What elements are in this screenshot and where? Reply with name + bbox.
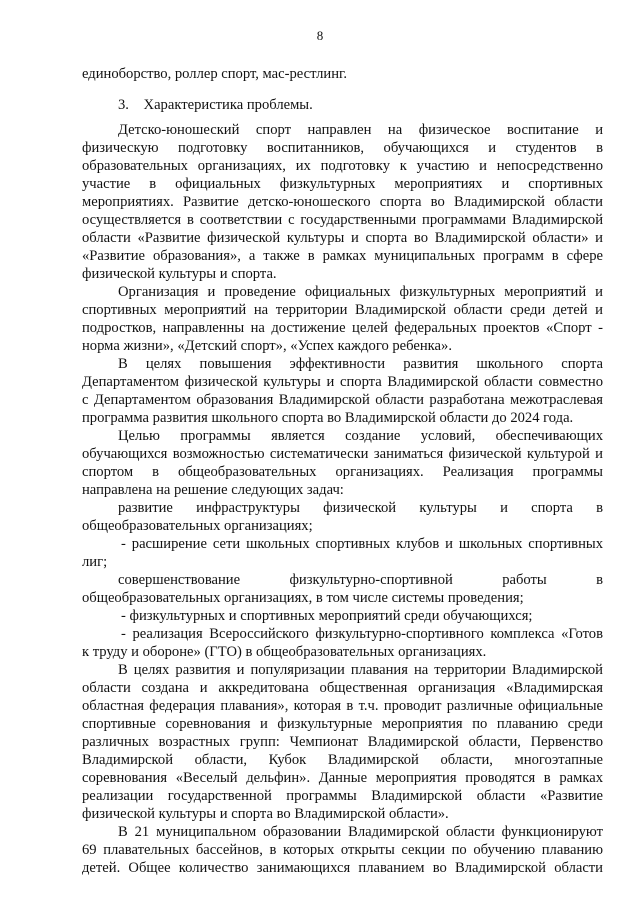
text-line: В целях развития и популяризации плавания на территории Владимирской (118, 662, 603, 678)
text-line: общеобразовательных организациях; (82, 518, 313, 534)
text-line: образовательных организациях, их подготовку к участию и непосредственно (82, 158, 603, 174)
text-line: реализации государственной программы Владимирской области «Развитие (82, 788, 603, 804)
text-line: совершенствование физкультурно-спортивной работы в (118, 572, 603, 588)
text-line: Департаментом физической культуры и спорта Владимирской области совместно (82, 374, 603, 390)
text-line: развитие инфраструктуры физической культуры и спорта в (118, 500, 603, 516)
text-line: физическую подготовку воспитанников, обучающихся и студентов в (82, 140, 603, 156)
text-line: Целью программы является создание условий, обеспечивающих (118, 428, 603, 444)
text-line: участие в официальных физкультурных мероприятиях и спортивных (82, 176, 603, 192)
text-line: направлена на решение следующих задач: (82, 482, 344, 498)
text-line: 69 плавательных бассейнов, в которых открыты секции по обучению плаванию (82, 842, 603, 858)
text-line: области создана и аккредитована общественная организация «Владимирская (82, 680, 603, 696)
text-line: области «Развитие физической культуры и спорта во Владимирской области» и (82, 230, 603, 246)
text-line: обучающихся возможностью систематически заниматься физической культурой и (82, 446, 603, 462)
text-line: Владимирской области, Кубок Владимирской области, многоэтапные (82, 752, 603, 768)
text-line: В целях повышения эффективности развития школьного спорта (118, 356, 603, 372)
text-line: с Департаментом образования Владимирской области разработана межотраслевая (82, 392, 603, 408)
text-line: норма жизни», «Детский спорт», «Успех каждого ребенка». (82, 338, 452, 354)
text-line: осуществляется в соответствии с государственными программами Владимирской (82, 212, 603, 228)
text-line: физической культуры и спорта. (82, 266, 277, 282)
text-line: единоборство, роллер спорт, мас-рестлинг. (82, 66, 348, 82)
text-line: - физкультурных и спортивных мероприятий среди обучающихся; (121, 608, 533, 624)
text-line: «Развитие образования», а также в рамках муниципальных программ в сфере (82, 248, 603, 264)
text-line: лиг; (82, 554, 108, 570)
text-line: физической культуры и спорта во Владимирской области». (82, 806, 449, 822)
text-line: мероприятиях. Развитие детско-юношеского спорта во Владимирской области (82, 194, 603, 210)
text-line: - расширение сети школьных спортивных клубов и школьных спортивных (121, 536, 603, 552)
text-line: спортивные соревнования и физкультурные мероприятия по плаванию среди (82, 716, 603, 732)
text-line: общеобразовательных организациях, в том числе системы проведения; (82, 590, 524, 606)
text-line: детей. Общее количество занимающихся плаванием во Владимирской области (82, 860, 603, 876)
text-line: В 21 муниципальном образовании Владимирской области функционируют (118, 824, 603, 840)
text-line: областная федерация плавания», которая в т.ч. проводит различные официальные (82, 698, 603, 714)
text-line: спортивных мероприятий на территории Владимирской области среди детей и (82, 302, 603, 318)
page-number: 8 (316, 28, 324, 43)
text-line: программа развития школьного спорта во Владимирской области до 2024 года. (82, 410, 574, 426)
text-line: 3. Характеристика проблемы. (118, 97, 313, 113)
text-line: Детско-юношеский спорт направлен на физическое воспитание и (118, 122, 603, 138)
text-line: подростков, направленны на достижение целей федеральных проектов «Спорт - (82, 320, 603, 336)
text-line: спортом в общеобразовательных организациях. Реализация программы (82, 464, 603, 480)
text-line: - реализация Всероссийского физкультурно-спортивного комплекса «Готов (121, 626, 603, 642)
text-line: к труду и обороне» (ГТО) в общеобразовательных организациях. (82, 644, 487, 660)
text-line: различных возрастных групп: Чемпионат Владимирской области, Первенство (82, 734, 603, 750)
text-line: Организация и проведение официальных физкультурных мероприятий и (118, 284, 603, 300)
text-line: соревнования «Веселый дельфин». Данные мероприятия проводятся в рамках (82, 770, 603, 786)
